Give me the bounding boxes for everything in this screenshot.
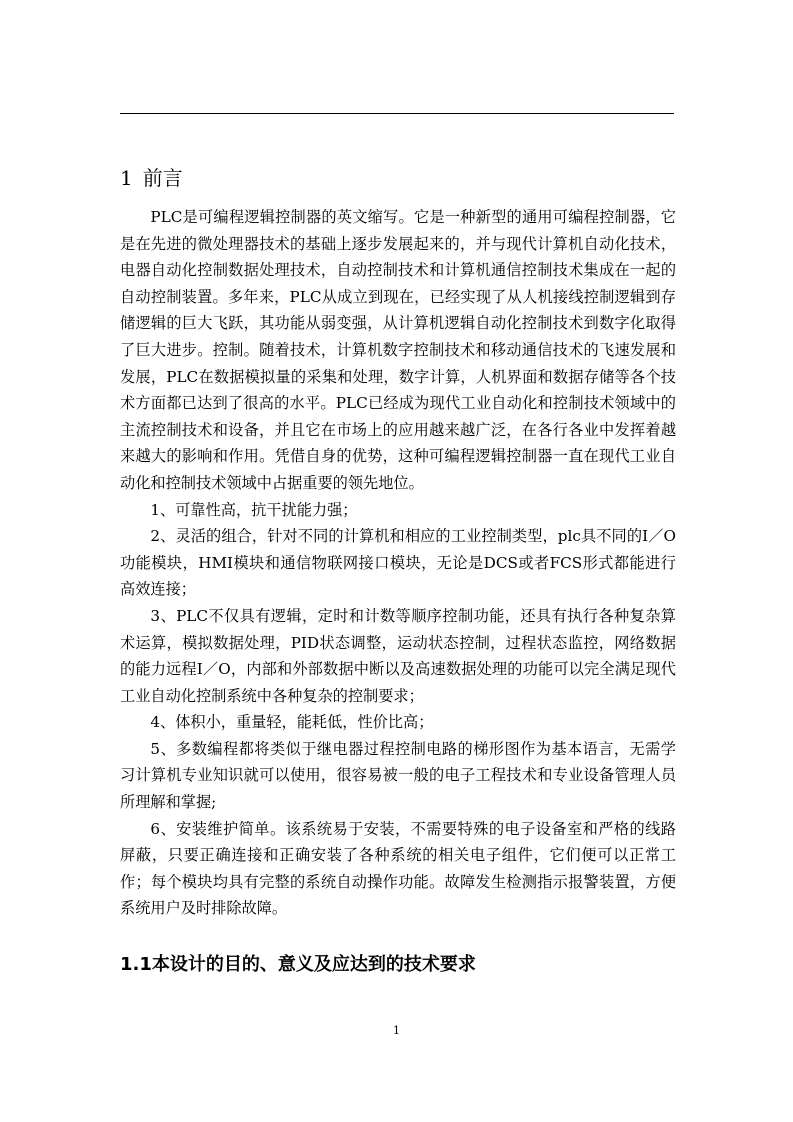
subsection-heading: 1.1本设计的目的、意义及应达到的技术要求: [120, 954, 476, 976]
page-content: [120, 158, 676, 980]
intro-paragraph: PLC是可编程逻辑控制器的英文缩写。它是一种新型的通用可编程控制器，它是在先进的微处理器技术的基础上逐步发展起来的，并与现代计算机自动化技术，电器自动化控制数据处理技术，自动控制技术和计算机通信控制技术集成在一起的自动控制装置。多年来，PLC从成立到现在，已经实现了从人机接线控制逻辑到存储逻辑的巨大飞跃，其功能从弱变强，从计算机逻辑自动化控制技术到数字化取得了巨大进步。控制。随着技术，计算机数字控制技术和移动通信技术的飞速发展和发展，PLC在数据模拟量的采集和处理，数字计算，人机界面和数据存储等各个技术方面都已达到了很高的水平。PLC已经成为现代工业自动化和控制技术领域中的主流控制技术和设备，并且它在市场上的应用越来越广泛，在各行各业中发挥着越来越大的影响和作用。凭借自身的优势，这种可编程逻辑控制器一直在现代工业自动化和控制技术领域中占据重要的领先地位。: [120, 208, 676, 492]
section-title: 前言: [142, 166, 183, 190]
section-heading: [120, 158, 676, 198]
list-item-2: 2、灵活的组合，针对不同的计算机和相应的工业控制类型，plc具不同的I／O功能模块，HMI模块和通信物联网接口模块，无论是DCS或者FCS形式都能进行高效连接；: [120, 527, 676, 599]
list-item-5: 5、多数编程都将类似于继电器过程控制电路的梯形图作为基本语言，无需学习计算机专业知识就可以使用，很容易被一般的电子工程技术和专业设备管理人员所理解和掌握;: [120, 739, 676, 812]
list-item-4: 4、体积小，重量轻，能耗低，性价比高；: [150, 713, 434, 732]
list-item-6: 6、安装维护简单。该系统易于安装，不需要特殊的电子设备室和严格的线路屏蔽，只要正确连接和正确安装了各种系统的相关电子组件，它们便可以正常工作；每个模块均具有完整的系统自动操作功能。故障发生检测指示报警装置，方便系统用户及时排除故障。: [120, 819, 676, 918]
section-number: 1: [120, 166, 133, 190]
list-item-3: 3、PLC不仅具有逻辑，定时和计数等顺序控制功能，还具有执行各种复杂算术运算，模拟数据处理，PID状态调整，运动状态控制，过程状态监控，网络数据的能力远程I／O，内部和外部数据中断以及高速数据处理的功能可以完全满足现代工业自动化控制系统中各种复杂的控制要求；: [120, 606, 676, 705]
page-number: 1: [393, 1024, 400, 1037]
list-item-1: 1、可靠性高，抗干扰能力强；: [150, 500, 358, 519]
header-rule: [120, 113, 674, 114]
